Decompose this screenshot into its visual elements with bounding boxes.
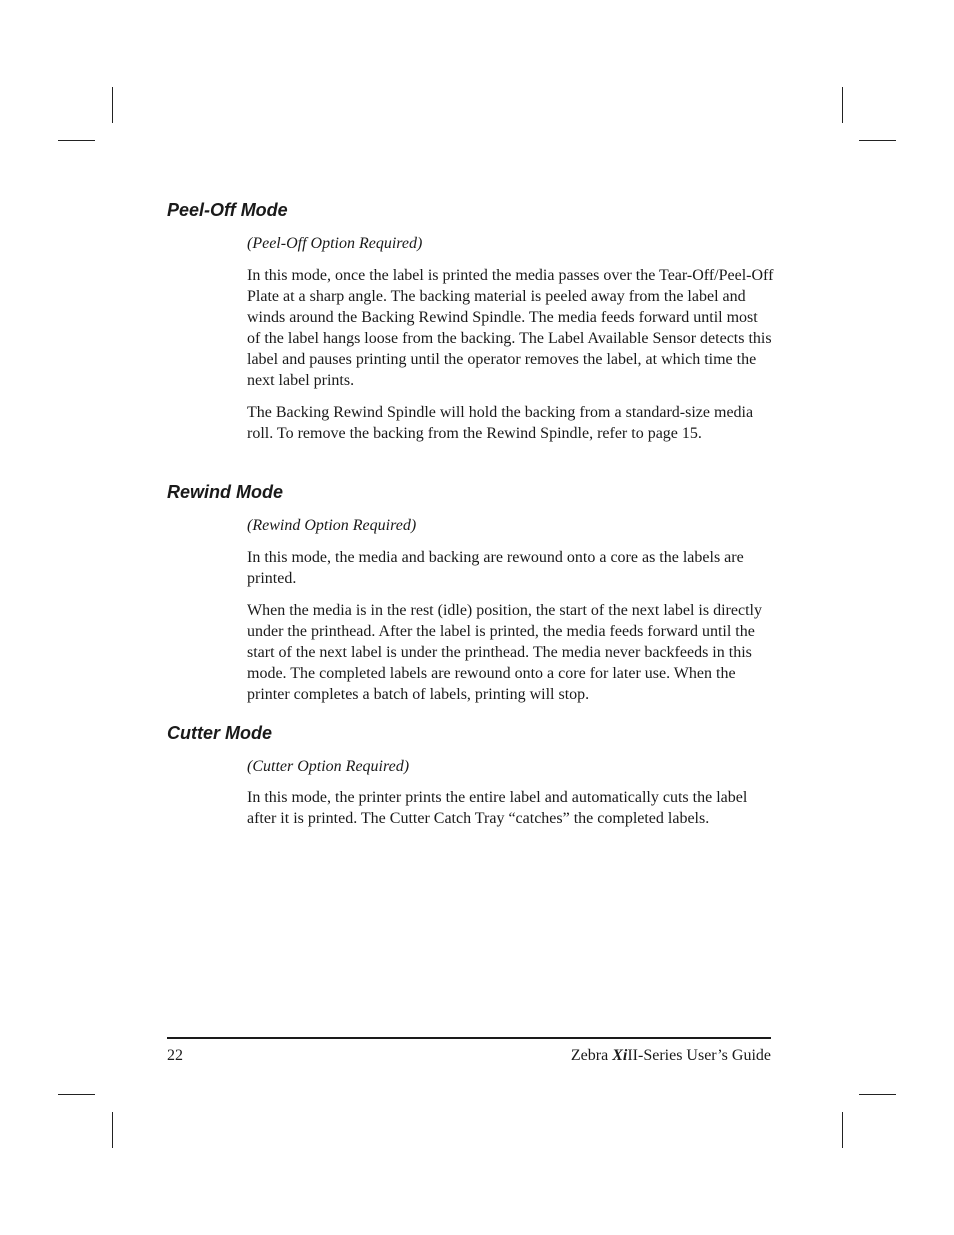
crop-mark-bottom-right-horizontal (859, 1094, 896, 1095)
section-note-peel-off: (Peel-Off Option Required) (247, 235, 423, 252)
page-number: 22 (167, 1047, 183, 1064)
paragraph-cutter-1: In this mode, the printer prints the entire label and automatically cuts the label after it is printed. The Cutter Catch Tray “catches” the completed labels. (247, 789, 748, 827)
crop-mark-bottom-left-horizontal (58, 1094, 95, 1095)
crop-mark-bottom-left-vertical (112, 1112, 113, 1148)
crop-mark-top-left-vertical (112, 87, 113, 123)
crop-mark-top-right-vertical (842, 87, 843, 123)
section-heading-cutter: Cutter Mode (167, 723, 272, 743)
footer-title-prefix: Zebra (570, 1047, 613, 1064)
footer-guide-title (571, 1046, 771, 1066)
paragraph-rewind-1: In this mode, the media and backing are rewound onto a core as the labels are printed. (247, 549, 744, 587)
footer-title-emphasis: Xi (612, 1047, 628, 1064)
crop-mark-top-left-horizontal (58, 140, 95, 141)
paragraph-rewind-2: When the media is in the rest (idle) position, the start of the next label is directly under the printhead. After the label is printed, the media feeds forward until the start of the next label is under the printhead. The media never backfeeds in this mode. The completed labels are rewound onto a core for later use. When the printer completes a batch of labels, printing will stop. (247, 602, 762, 703)
section-note-rewind: (Rewind Option Required) (247, 517, 417, 534)
section-heading-rewind: Rewind Mode (167, 482, 283, 502)
section-heading-peel-off: Peel-Off Mode (167, 200, 288, 220)
crop-mark-top-right-horizontal (859, 140, 896, 141)
crop-mark-bottom-right-vertical (842, 1112, 843, 1148)
section-note-cutter: (Cutter Option Required) (247, 758, 410, 775)
paragraph-peel-off-2: The Backing Rewind Spindle will hold the backing from a standard-size media roll. To remove the backing from the Rewind Spindle, refer to page 15. (247, 404, 754, 442)
footer-rule (167, 1037, 771, 1039)
footer-title-suffix: II-Series User’s Guide (627, 1047, 771, 1064)
paragraph-peel-off-1: In this mode, once the label is printed the media passes over the Tear-Off/Peel-Off Plate at a sharp angle. The backing material is peeled away from the label and winds around the Backing Rewind Spindle. The media feeds forward until most of the label hangs loose from the backing. The Label Available Sensor detects this label and pauses printing until the operator removes the label, at which time the next label prints. (247, 267, 774, 389)
